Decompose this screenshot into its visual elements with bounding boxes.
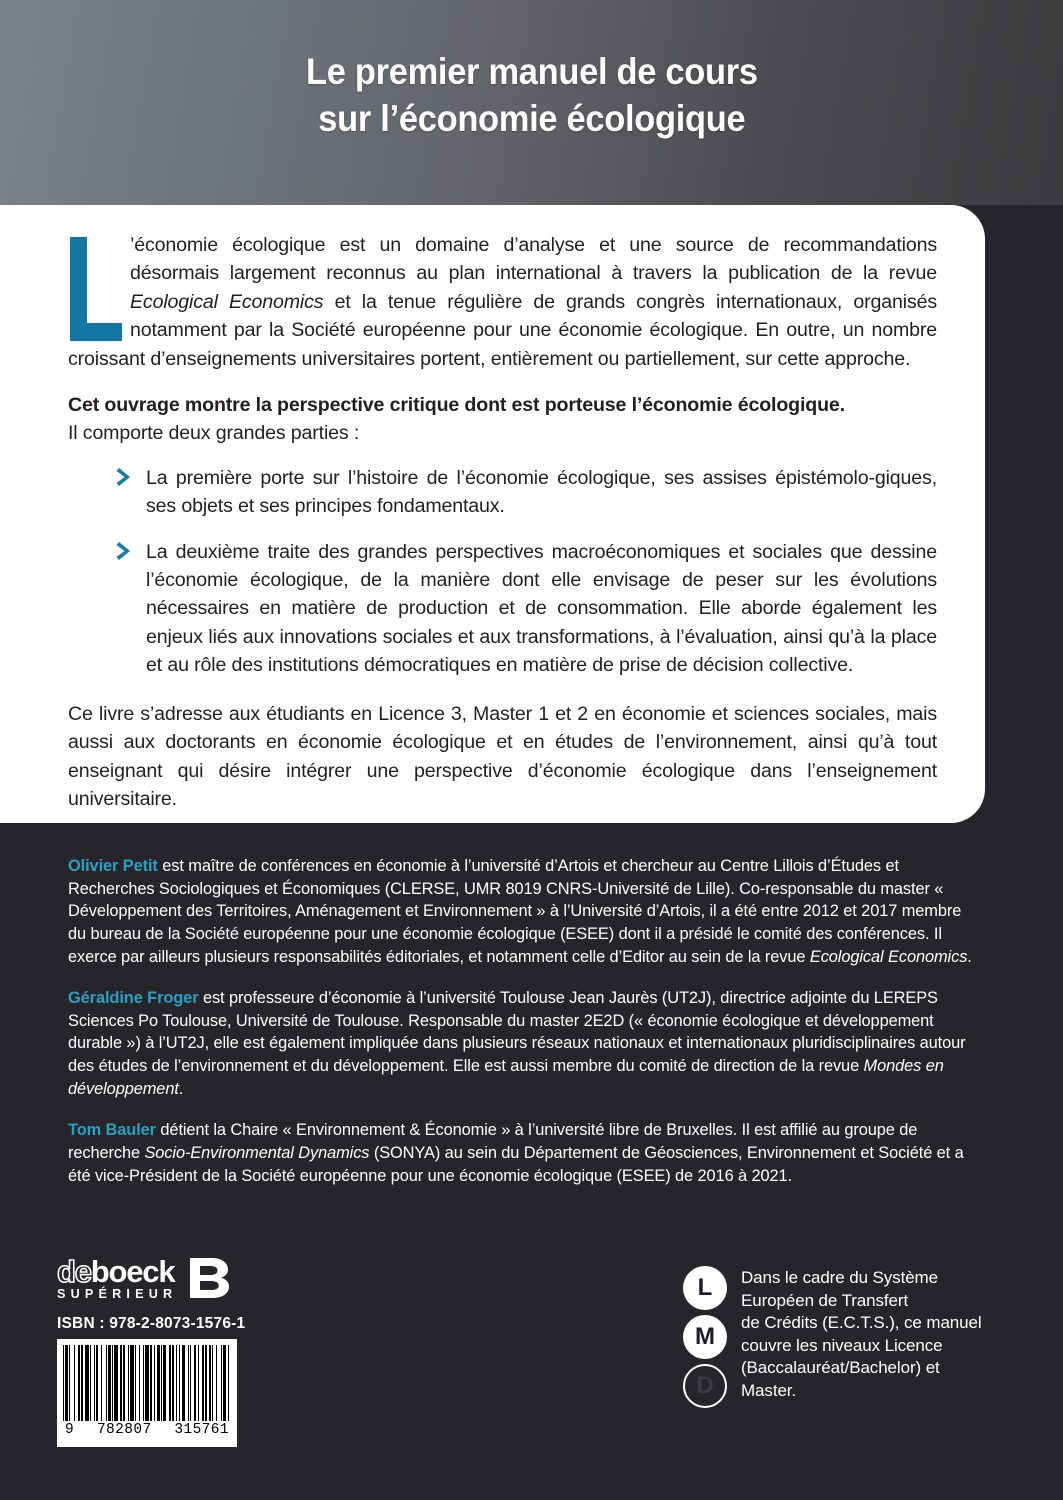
lead-bold-text: Cet ouvrage montre la perspective critique dont est porteuse l’économie écologique. (68, 394, 845, 417)
isbn-text: ISBN : 978-2-8073-1576-1 (57, 1315, 246, 1332)
ects-block (683, 1265, 982, 1408)
intro-text-part-2: et la tenue régulière de grands congrès internationaux, organisés notamment par la Société européenne pour une économie écologique. En outre, un nombre croissant d’enseignements universitaires portent, entièrement ou partiellement, sur cette approche. (68, 290, 937, 370)
dropcap-letter-l (68, 237, 122, 341)
intro-text-part-1: ’économie écologique est un domaine d’analyse et une source de recommandations désormais largement reconnus au plan international à travers la publication de la revue (130, 234, 937, 285)
list-item (68, 464, 937, 521)
lead-rest-text: Il comporte deux grandes parties : (68, 422, 360, 445)
author-bio-text-end: . (967, 947, 972, 966)
publisher-logo-superieur: SUPÉRIEUR (57, 1287, 178, 1302)
author-name: Olivier Petit (68, 857, 158, 875)
author-bio-geraldine-froger (68, 987, 983, 1100)
list-item (68, 538, 937, 680)
publisher-logo-boeck: boeck (90, 1253, 175, 1289)
publisher-block (57, 1253, 337, 1447)
ects-badge-doctorat: D (683, 1364, 727, 1408)
parts-list (68, 464, 937, 680)
ects-description (741, 1265, 982, 1408)
author-biographies (68, 855, 983, 1206)
intro-paragraph (68, 231, 937, 373)
author-italic-term: Ecological Economics (809, 947, 968, 966)
chevron-right-icon (116, 541, 136, 563)
author-bio-olivier-petit (68, 855, 983, 968)
chevron-right-icon (116, 467, 136, 489)
author-bio-tom-bauler (68, 1119, 983, 1187)
author-bio-text: est maître de conférences en économie à l’université d’Artois et chercheur au Centre Lillois d’Études et Recherches Sociologiques et Économiques (CLERSE, UMR 8019 CNRS-Université de Lille). Co-responsable du master « Développement des Territoires, Aménagement et Environnement » à l’Université d’Artois, il a été entre 2012 et 2017 membre du bureau de la Société européenne pour une économie écologique (ESEE) dont il a présidé le comité des conférences. Il exerce par ailleurs plusieurs responsabilités éditoriales, et notamment celle d’Editor au sein de la revue (68, 857, 962, 966)
ects-text-line: (Baccalauréat/Bachelor) et (741, 1358, 940, 1378)
ects-text-line: Européen de Transfert (741, 1290, 909, 1310)
header-title-group (289, 49, 775, 156)
publisher-logo-name (57, 1253, 177, 1289)
publisher-logo-b-mark (186, 1256, 230, 1300)
ects-text-line: Master. (741, 1381, 797, 1401)
list-item-label: La première porte sur l’histoire de l’économie écologique, ses assises épistémolo-giques, ses objets et ses principes fondamentaux. (146, 466, 937, 518)
ects-badge-master: M (683, 1315, 727, 1359)
journal-title-ecological-economics: Ecological Economics (130, 290, 324, 313)
header-banner (0, 0, 1063, 205)
author-italic-term: Mondes en développement (68, 1057, 944, 1098)
header-title-line-2: sur l’économie écologique (317, 97, 746, 139)
author-name: Tom Bauler (68, 1121, 156, 1140)
author-bio-text-end: (SONYA) au sein du Département de Géosciences, Environnement et Société et a été vice-Président de la Société européenne pour une économie écologique (ESEE) de 2016 à 2021. (68, 1144, 964, 1185)
author-bio-text: détient la Chaire « Environnement & Économie » à l’université libre de Bruxelles. Il est affilié au groupe de recherche (68, 1121, 918, 1163)
ects-badge-licence: L (683, 1266, 727, 1310)
lead-statement (68, 391, 937, 448)
barcode-bars (63, 1345, 231, 1421)
publisher-logo-de: de (57, 1253, 91, 1289)
ects-badge-group (683, 1265, 727, 1408)
publisher-logo-wordmark (57, 1253, 178, 1302)
barcode-digits (63, 1421, 231, 1438)
author-bio-text: est professeure d’économie à l’université Toulouse Jean Jaurès (UT2J), directrice adjointe du LEREPS Sciences Po Toulouse, Université de Toulouse. Responsable du master 2E2D (« économie écologique et développement durable ») à l’UT2J, elle est également impliquée dans plusieurs réseaux nationaux et internationaux pluridisciplinaires autour des études de l’environnement et du développement. Elle est aussi membre du comité de direction de la revue (68, 989, 966, 1076)
barcode-digits-right: 315761 (174, 1422, 229, 1438)
author-bio-text-end: . (178, 1079, 184, 1098)
ects-text-line: couvre les niveaux Licence (741, 1335, 943, 1355)
author-italic-term: Socio-Environmental Dynamics (144, 1144, 370, 1163)
barcode-digits-left: 782807 (96, 1422, 152, 1438)
ects-text-line: de Crédits (E.C.T.S.), ce manuel (741, 1313, 982, 1333)
intro-paragraph-block (68, 231, 937, 373)
list-item-label: La deuxième traite des grandes perspectives macroéconomiques et sociales que dessine l’économie écologique, de la manière dont elle envisage de peser sur les évolutions nécessaires en matière de production et de consommation. Elle aborde également les enjeux liés aux innovations sociales et aux transformations, à l’évaluation, ainsi qu’à la place et au rôle des institutions démocratiques en matière de prise de décision collective. (146, 540, 937, 677)
closing-paragraph: Ce livre s’adresse aux étudiants en Licence 3, Master 1 et 2 en économie et sciences sociales, mais aussi aux doctorants en économie écologique et en études de l’environnement, ainsi qu’à tout enseignant qui désire intégrer une perspective d’économie écologique dans l’enseignement universitaire. (68, 702, 937, 810)
ects-text-line: Dans le cadre du Système (741, 1268, 938, 1287)
barcode-digit-first: 9 (65, 1422, 75, 1438)
barcode (57, 1339, 237, 1447)
publisher-logo (57, 1253, 337, 1302)
author-name: Géraldine Froger (68, 989, 199, 1008)
header-title-line-1: Le premier manuel de cours (305, 51, 758, 93)
description-panel (0, 205, 985, 823)
